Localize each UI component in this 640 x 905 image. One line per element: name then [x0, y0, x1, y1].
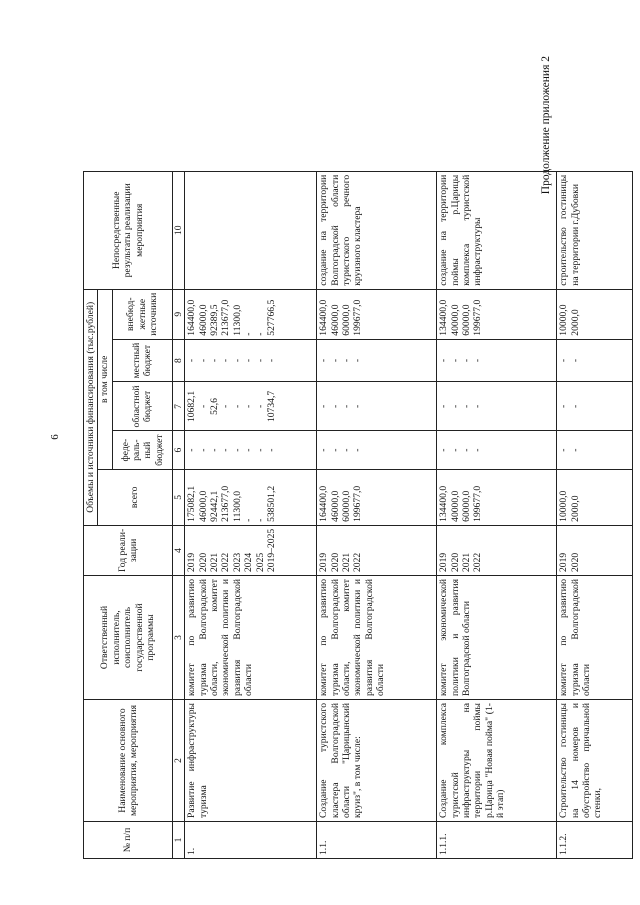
extrabudget-list-value: 11300,0 — [231, 304, 243, 336]
extrabudget-list-value: 46000,0 — [329, 304, 341, 336]
local-list-value: - — [231, 358, 243, 363]
header-name: Наименование основного мероприятия, мероприятия — [84, 700, 173, 822]
year-list-value: 2022 — [472, 552, 484, 572]
table-body — [185, 171, 633, 858]
extrabudget-list — [317, 289, 437, 339]
extrabudget-list — [557, 289, 633, 339]
extrabudget-list-value: 199677,0 — [352, 299, 364, 336]
header-financing: Объемы и источники финансирования (тыс.рублей) — [84, 289, 98, 525]
col-number: 10 — [172, 171, 184, 289]
executor-name: комитет экономической политики и развития Волгоградской области — [437, 576, 557, 700]
federal-list-value: - — [569, 448, 581, 452]
local-list — [437, 339, 557, 382]
extrabudget-list-value: 60000,0 — [461, 304, 473, 336]
year-list-value: 2019 — [558, 552, 570, 572]
federal-list-value: - — [243, 448, 255, 452]
row-number: 1. — [185, 822, 317, 859]
header-executor: Ответственный исполнитель, соисполнитель государственной программы — [84, 576, 173, 700]
activity-name: Развитие инфраструктуры туризма — [185, 700, 317, 822]
regional-list-value: - — [254, 404, 266, 409]
total-list-value: - — [254, 518, 266, 522]
table-row — [437, 171, 557, 858]
page-number: 6 — [48, 434, 61, 440]
year-list-value: 2023 — [231, 552, 243, 572]
federal-list-value: - — [461, 448, 473, 452]
regional-list — [317, 382, 437, 431]
extrabudget-list-value: 134400,0 — [438, 299, 450, 336]
activity-name: Создание комплекса туристской инфраструктуры на территории поймы р.Царица "Новая пойма" (1-й этап) — [437, 700, 557, 822]
header-total: всего — [98, 469, 172, 525]
header-federal: феде-раль-ный бюджет — [112, 431, 172, 469]
col-number: 2 — [172, 700, 184, 822]
federal-list-value: - — [318, 448, 330, 452]
federal-list-value: - — [254, 448, 266, 452]
year-list-value: 2024 — [243, 552, 255, 572]
year-list-value: 2025 — [254, 552, 266, 572]
local-list-value: - — [243, 358, 255, 363]
col-number: 9 — [172, 289, 184, 339]
total-list-value: 60000,0 — [341, 490, 353, 522]
federal-list-value: - — [329, 448, 341, 452]
table-row — [317, 171, 437, 858]
year-list-value: 2021 — [209, 552, 221, 572]
total-list-value: 134400,0 — [438, 485, 450, 522]
regional-list-value: - — [558, 404, 570, 409]
total-list-value: 11300,0 — [231, 491, 243, 522]
col-number: 3 — [172, 576, 184, 700]
regional-list-value: - — [569, 404, 581, 409]
col-number: 6 — [172, 431, 184, 469]
local-list-value: - — [220, 358, 232, 363]
federal-list — [557, 431, 633, 469]
header-year: Год реали-зации — [84, 525, 173, 575]
col-number: 7 — [172, 382, 184, 431]
total-list-value: 199677,0 — [352, 485, 364, 522]
result-text: строительство гостиницы на территории г.Дубовки — [557, 171, 633, 289]
extrabudget-list-value: 2000,0 — [569, 309, 581, 336]
local-list-value: - — [209, 358, 221, 363]
total-list-value: 213677,0 — [220, 485, 232, 522]
year-list-value: 2019 — [186, 552, 198, 572]
regional-list-value: - — [329, 404, 341, 409]
local-list-value: - — [329, 358, 341, 363]
year-list-value: 2019 — [318, 552, 330, 572]
regional-list-value: 52,6 — [209, 398, 221, 415]
col-number: 1 — [172, 822, 184, 859]
extrabudget-list-value: 92389,5 — [209, 304, 221, 336]
extrabudget-list-value: 213677,0 — [220, 299, 232, 336]
year-list-value: 2019 — [438, 552, 450, 572]
column-numbers-row — [172, 171, 184, 858]
local-list-value: - — [186, 358, 198, 363]
executor-name: комитет по развитию туризма Волгоградской области, комитет экономической политики и развития Волгоградской области — [185, 576, 317, 700]
regional-list-value: - — [472, 404, 484, 409]
year-list-value: 2020 — [329, 552, 341, 572]
local-list-value: - — [558, 358, 570, 363]
year-list — [317, 525, 437, 575]
extrabudget-list-value: 199677,0 — [472, 299, 484, 336]
year-list — [185, 525, 317, 575]
table-row — [557, 171, 633, 858]
local-list-value: - — [472, 358, 484, 363]
continuation-label: Продолжение приложения 2 — [540, 56, 552, 195]
extrabudget-list-value: 527766,5 — [266, 299, 278, 336]
result-text: создание на территории поймы р.Царицы комплекса туристской инфраструктуры — [437, 171, 557, 289]
total-list — [557, 469, 633, 525]
year-list — [437, 525, 557, 575]
table-row — [185, 171, 317, 858]
federal-list-value: - — [341, 448, 353, 452]
header-including: в том числе — [98, 289, 112, 469]
year-list-value: 2022 — [352, 552, 364, 572]
federal-list-value: - — [352, 448, 364, 452]
local-list-value: - — [197, 358, 209, 363]
local-list-value: - — [438, 358, 450, 363]
year-list-value: 2021 — [461, 552, 473, 572]
year-list-value: 2022 — [220, 552, 232, 572]
local-list-value: - — [341, 358, 353, 363]
header-num: № п/п — [84, 822, 173, 859]
federal-list-value: - — [186, 448, 198, 452]
federal-list-value: - — [197, 448, 209, 452]
extrabudget-list-value: 46000,0 — [197, 304, 209, 336]
total-list-value: 92442,1 — [209, 490, 221, 522]
col-number: 4 — [172, 525, 184, 575]
row-number: 1.1. — [317, 822, 437, 859]
rotated-page — [75, 0, 604, 905]
local-list-value: - — [449, 358, 461, 363]
local-list-value: - — [266, 358, 278, 363]
executor-name: комитет по развитию туризма Волгоградской области, комитет экономической политики и развития Волгоградской области — [317, 576, 437, 700]
extrabudget-list-value: 60000,0 — [341, 304, 353, 336]
extrabudget-list — [185, 289, 317, 339]
regional-list-value: - — [449, 404, 461, 409]
financing-table — [83, 171, 633, 859]
total-list-value: 40000,0 — [449, 490, 461, 522]
federal-list-value: - — [438, 448, 450, 452]
local-list — [557, 339, 633, 382]
year-list-value: 2020 — [197, 552, 209, 572]
year-list-value: 2021 — [341, 552, 353, 572]
activity-name: Строительство гостиницы на 14 номеров и обустройство причальной стенки, — [557, 700, 633, 822]
regional-list-value: - — [231, 404, 243, 409]
regional-list-value: - — [197, 404, 209, 409]
local-list — [185, 339, 317, 382]
federal-list-value: - — [231, 448, 243, 452]
federal-list-value: - — [266, 448, 278, 452]
executor-name: комитет по развитию туризма Волгоградской области — [557, 576, 633, 700]
regional-list — [185, 382, 317, 431]
total-list-value: 175082,1 — [186, 485, 198, 522]
header-regional: областной бюджет — [112, 382, 172, 431]
regional-list-value: - — [243, 404, 255, 409]
year-list-value: 2020 — [569, 552, 581, 572]
regional-list-value: 10682,1 — [186, 390, 198, 423]
total-list-value: 46000,0 — [329, 490, 341, 522]
result-text: создание на территории Волгоградской области туристского речного круизного кластера — [317, 171, 437, 289]
local-list-value: - — [254, 358, 266, 363]
extrabudget-list-value: 40000,0 — [449, 304, 461, 336]
header-local: местный бюджет — [112, 339, 172, 382]
year-list-value: 2020 — [449, 552, 461, 572]
regional-list-value: - — [318, 404, 330, 409]
year-list — [557, 525, 633, 575]
federal-list-value: - — [449, 448, 461, 452]
total-list-value: 538501,2 — [266, 485, 278, 522]
federal-list-value: - — [472, 448, 484, 452]
regional-list-value: - — [461, 404, 473, 409]
total-list — [437, 469, 557, 525]
local-list-value: - — [461, 358, 473, 363]
federal-list-value: - — [209, 448, 221, 452]
local-list-value: - — [352, 358, 364, 363]
federal-list — [317, 431, 437, 469]
total-list-value: 199677,0 — [472, 485, 484, 522]
total-list-value: 60000,0 — [461, 490, 473, 522]
regional-list — [437, 382, 557, 431]
total-list-value: 2000,0 — [569, 495, 581, 522]
regional-list-value: - — [220, 404, 232, 409]
federal-list — [185, 431, 317, 469]
result-text — [185, 171, 317, 289]
total-list — [317, 469, 437, 525]
row-number: 1.1.2. — [557, 822, 633, 859]
extrabudget-list-value: 164400,0 — [318, 299, 330, 336]
total-list-value: 46000,0 — [197, 490, 209, 522]
local-list-value: - — [569, 358, 581, 363]
regional-list-value: - — [341, 404, 353, 409]
regional-list-value: 10734,7 — [266, 390, 278, 423]
col-number: 5 — [172, 469, 184, 525]
regional-list-value: - — [352, 404, 364, 409]
regional-list-value: - — [438, 404, 450, 409]
extrabudget-list-value: - — [254, 332, 266, 336]
local-list — [317, 339, 437, 382]
total-list-value: 164400,0 — [318, 485, 330, 522]
federal-list — [437, 431, 557, 469]
total-list — [185, 469, 317, 525]
federal-list-value: - — [558, 448, 570, 452]
total-list-value: 10000,0 — [558, 490, 570, 522]
activity-name: Создание туристского кластера Волгоградской области "Царицынский круиз", в том числе: — [317, 700, 437, 822]
total-list-value: - — [243, 518, 255, 522]
regional-list — [557, 382, 633, 431]
col-number: 8 — [172, 339, 184, 382]
extrabudget-list — [437, 289, 557, 339]
year-list-value: 2019–2025 — [266, 528, 278, 572]
extrabudget-list-value: - — [243, 332, 255, 336]
row-number: 1.1.1. — [437, 822, 557, 859]
extrabudget-list-value: 10000,0 — [558, 304, 570, 336]
extrabudget-list-value: 164400,0 — [186, 299, 198, 336]
header-results: Непосредственные результаты реализации мероприятия — [84, 171, 173, 289]
header-extrabudget: внебюд-жетные источники — [112, 289, 172, 339]
local-list-value: - — [318, 358, 330, 363]
federal-list-value: - — [220, 448, 232, 452]
